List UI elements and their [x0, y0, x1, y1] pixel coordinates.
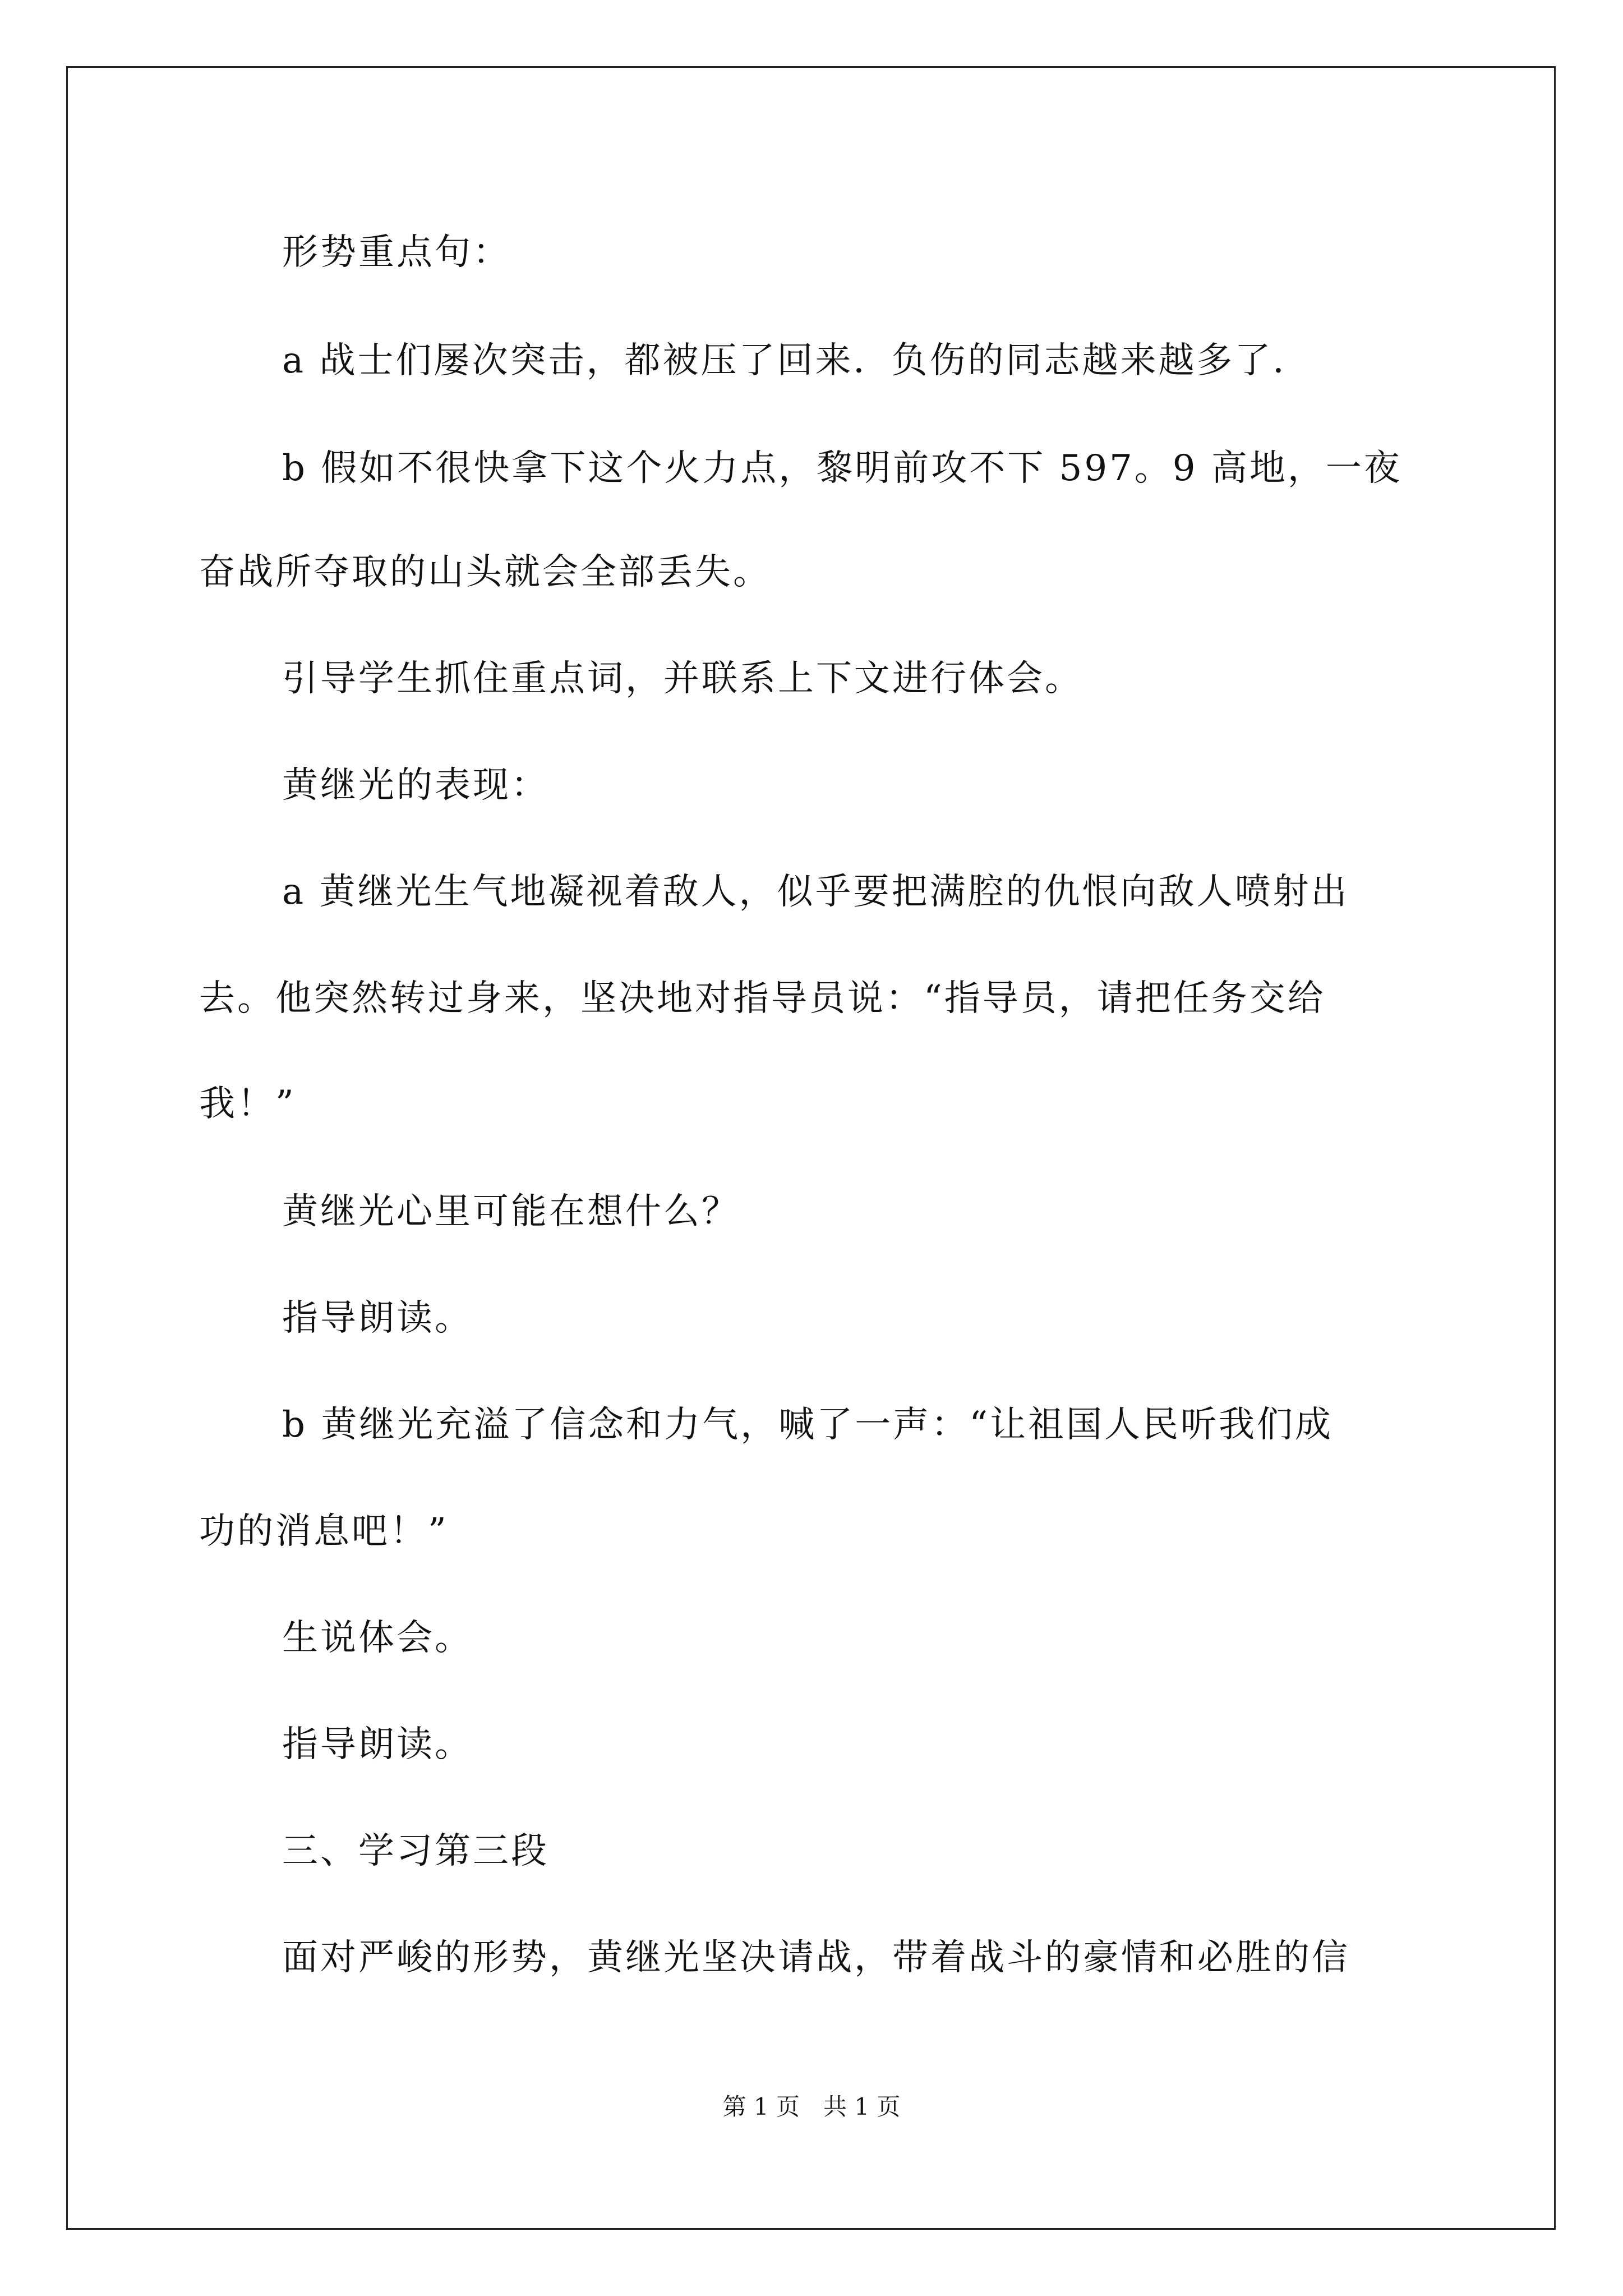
text-line: 黄继光的表现： — [282, 765, 549, 806]
text-line: 指导朗读。 — [282, 1724, 473, 1765]
text-line: 去。他突然转过身来，坚决地对指导员说：“指导员，请把任务交给 — [199, 978, 1326, 1019]
text-line: 我！” — [199, 1083, 296, 1125]
text-line: b 黄继光充溢了信念和力气，喊了一声：“让祖国人民听我们成 — [282, 1404, 1334, 1446]
text-line: a 黄继光生气地凝视着敌人，似乎要把满腔的仇恨向敌人喷射出 — [282, 871, 1349, 913]
text-line: 引导学生抓住重点词，并联系上下文进行体会。 — [282, 658, 1083, 700]
text-line: 奋战所夺取的山头就会全部丢失。 — [199, 551, 771, 593]
text-line: 指导朗读。 — [282, 1297, 473, 1339]
text-line: 形势重点句： — [282, 232, 511, 273]
text-line: 功的消息吧！” — [199, 1511, 449, 1552]
text-line: 三、学习第三段 — [282, 1830, 549, 1872]
text-line: b 假如不很快拿下这个火力点，黎明前攻不下 597。9 高地，一夜 — [282, 448, 1402, 489]
page-border — [66, 66, 1556, 2230]
text-line: 面对严峻的形势，黄继光坚决请战，带着战斗的豪情和必胜的信 — [282, 1937, 1350, 1978]
page-footer: 第 1 页 共 1 页 — [722, 2093, 901, 2120]
text-line: 生说体会。 — [282, 1617, 473, 1659]
text-line: 黄继光心里可能在想什么？ — [282, 1191, 740, 1232]
text-line: a 战士们屡次突击，都被压了回来．负伤的同志越来越多了． — [282, 340, 1311, 381]
